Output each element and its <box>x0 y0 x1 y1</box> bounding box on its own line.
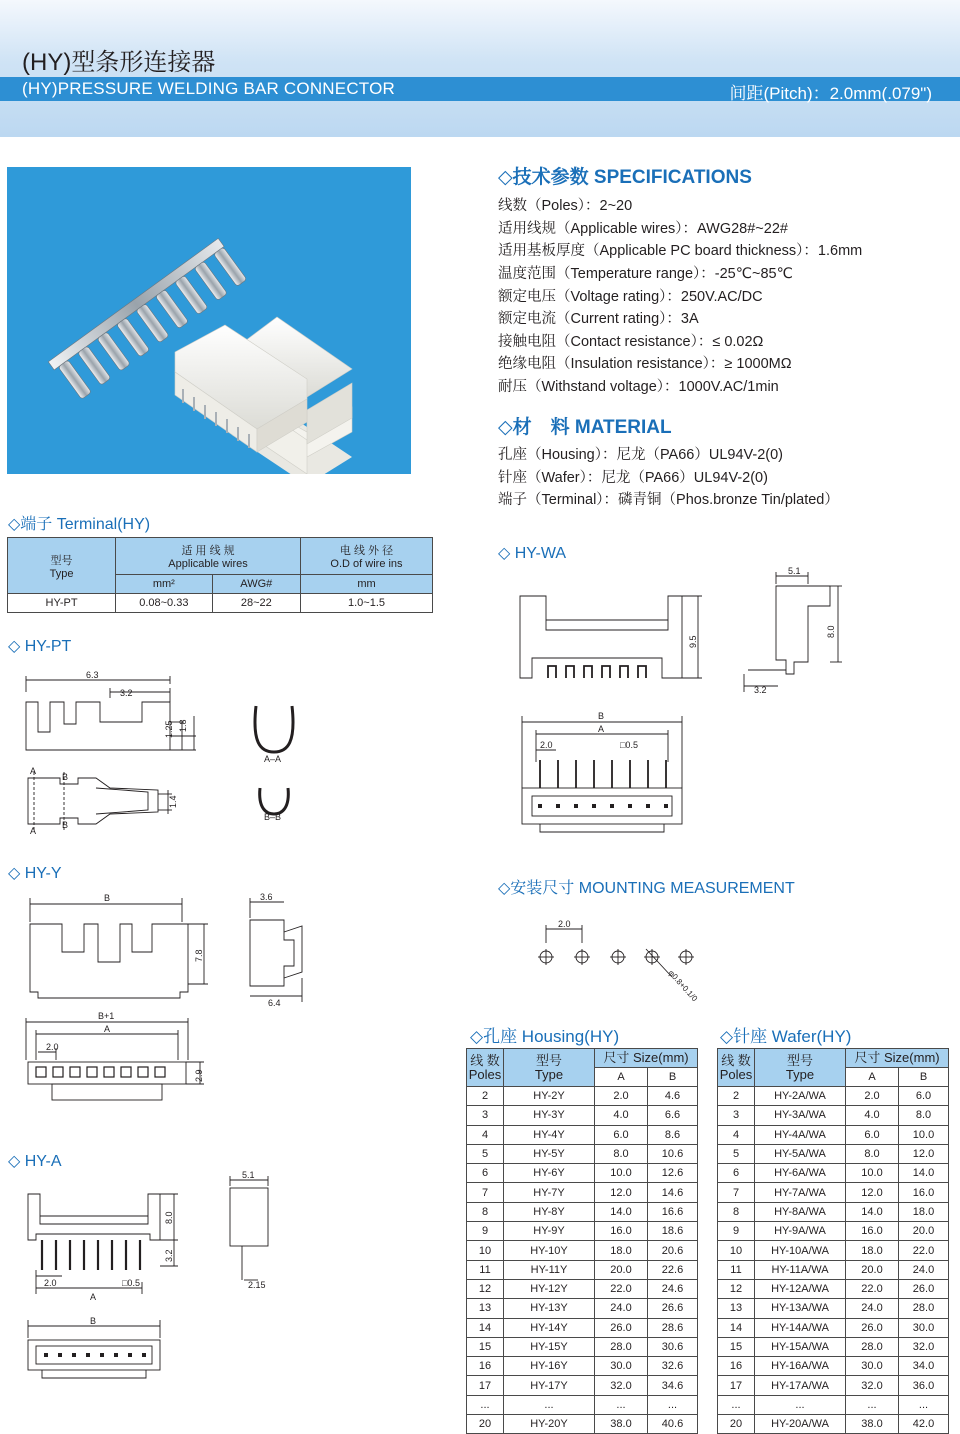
spec-line: 适用线规（Applicable wires）：AWG28#~22# <box>498 221 788 237</box>
section-mark-a: A <box>30 826 37 836</box>
table-cell: ... <box>648 1395 698 1414</box>
table-cell: 3 <box>467 1106 504 1125</box>
page-title-cn: (HY)型条形连接器 <box>22 49 216 76</box>
table-cell: 12.0 <box>899 1144 949 1163</box>
spec-line: 适用基板厚度（Applicable PC board thickness）：1.6mm <box>498 243 863 259</box>
sub-header: AWG# <box>212 575 300 594</box>
spec-line: 温度范围（Temperature range）：-25℃~85℃ <box>498 266 793 282</box>
table-cell: 32.0 <box>899 1337 949 1356</box>
table-cell: 18.6 <box>648 1222 698 1241</box>
table-row <box>718 1222 949 1241</box>
section-label: A–A <box>264 754 282 764</box>
dim-label: 8.0 <box>164 1211 174 1224</box>
table-cell: 20 <box>467 1415 504 1434</box>
section-mark-a: A <box>30 766 37 776</box>
table-cell: 17 <box>467 1376 504 1395</box>
header-cn: 型号 <box>50 554 73 567</box>
dim-label: 6.4 <box>268 998 281 1008</box>
table-row <box>467 1087 698 1106</box>
table-cell: 8 <box>467 1202 504 1221</box>
header-en: Type <box>534 1066 564 1082</box>
table-cell: 12 <box>467 1279 504 1298</box>
page-header <box>0 0 960 137</box>
dim-label: 2.0 <box>46 1042 59 1052</box>
table-cell: ... <box>467 1395 504 1414</box>
table-row <box>467 1279 698 1298</box>
table-cell: HY-10A/WA <box>755 1241 846 1260</box>
table-cell: 30.0 <box>595 1357 648 1376</box>
dim-label: B <box>90 1316 97 1326</box>
terminal-title: ◇端子 Terminal(HY) <box>8 516 151 533</box>
table-cell: 15 <box>718 1337 755 1356</box>
table-cell: HY-7Y <box>504 1183 595 1202</box>
header-cn: 型号 <box>535 1052 562 1068</box>
spec-line: 额定电压（Voltage rating）：250V.AC/DC <box>498 289 763 305</box>
table-cell: 24.6 <box>648 1279 698 1298</box>
table-cell: 10.0 <box>899 1125 949 1144</box>
table-cell: 8 <box>718 1202 755 1221</box>
table-row <box>467 1337 698 1356</box>
header-cn: 型号 <box>786 1052 813 1068</box>
hy-wa-drawing <box>512 566 852 836</box>
table-cell: 10 <box>467 1241 504 1260</box>
table-cell: 30.0 <box>899 1318 949 1337</box>
material-title: ◇材 料 MATERIAL <box>498 417 672 438</box>
table-cell: HY-9A/WA <box>755 1222 846 1241</box>
header-poles <box>718 1049 755 1087</box>
dim-label: 9.5 <box>688 635 698 648</box>
table-cell: 17 <box>718 1376 755 1395</box>
pitch-label: 间距(Pitch)：2.0mm(.079") <box>729 84 932 103</box>
dim-label: 3.2 <box>754 685 767 695</box>
table-cell: 28~22 <box>212 594 300 613</box>
terminal-head-od <box>300 538 432 575</box>
table-row <box>718 1279 949 1298</box>
header-cn: 线 数 <box>721 1052 751 1068</box>
hy-a-label: ◇ HY-A <box>8 1153 62 1170</box>
table-cell: 16.0 <box>846 1222 899 1241</box>
table-row <box>467 1202 698 1221</box>
table-cell: 24.0 <box>899 1260 949 1279</box>
sub-header-b: B <box>899 1068 949 1087</box>
table-row <box>467 1376 698 1395</box>
table-cell: HY-4A/WA <box>755 1125 846 1144</box>
header-type <box>755 1049 846 1087</box>
table-cell: 10.0 <box>595 1164 648 1183</box>
table-row <box>718 1241 949 1260</box>
table-cell: 30.6 <box>648 1337 698 1356</box>
terminal-head-type <box>8 538 116 594</box>
table-row <box>467 1260 698 1279</box>
table-row <box>467 1183 698 1202</box>
table-cell: 8.0 <box>595 1144 648 1163</box>
table-row <box>467 1357 698 1376</box>
table-cell: HY-20A/WA <box>755 1415 846 1434</box>
table-cell: HY-10Y <box>504 1241 595 1260</box>
table-cell: 12.0 <box>846 1183 899 1202</box>
material-line: 端子（Terminal）：磷青铜（Phos.bronze Tin/plated） <box>498 492 839 508</box>
table-cell: 8.0 <box>846 1144 899 1163</box>
dim-label: 1.8 <box>178 719 188 732</box>
table-row <box>467 1144 698 1163</box>
dim-label: B+1 <box>98 1011 115 1021</box>
table-cell: 12.0 <box>595 1183 648 1202</box>
dim-label: 2.15 <box>248 1280 266 1290</box>
table-row <box>718 1183 949 1202</box>
table-row <box>718 1318 949 1337</box>
table-cell: 14 <box>718 1318 755 1337</box>
table-row <box>467 1415 698 1434</box>
spec-line: 线数（Poles）：2~20 <box>498 198 633 214</box>
table-cell: 12.6 <box>648 1164 698 1183</box>
table-cell: 16.6 <box>648 1202 698 1221</box>
table-cell: 34.6 <box>648 1376 698 1395</box>
dim-label: □0.5 <box>620 740 638 750</box>
table-cell: 22.0 <box>899 1241 949 1260</box>
product-photo <box>7 167 411 474</box>
section-label: B–B <box>264 812 282 822</box>
spec-line: 耐压（Withstand voltage）：1000V.AC/1min <box>498 379 779 395</box>
wafer-title: ◇针座 Wafer(HY) <box>720 1027 852 1046</box>
header-type <box>504 1049 595 1087</box>
table-cell: 11 <box>718 1260 755 1279</box>
hy-y-drawing <box>22 892 322 1124</box>
header-cn: 适 用 线 规 <box>181 545 235 557</box>
table-cell: 32.0 <box>595 1376 648 1395</box>
table-cell: 13 <box>718 1299 755 1318</box>
table-cell: HY-2A/WA <box>755 1087 846 1106</box>
header-size: 尺寸 Size(mm) <box>595 1049 698 1068</box>
header-size: 尺寸 Size(mm) <box>846 1049 949 1068</box>
table-cell: 9 <box>718 1222 755 1241</box>
table-cell: 14.0 <box>899 1164 949 1183</box>
sub-header-a: A <box>595 1068 648 1087</box>
table-cell: 28.6 <box>648 1318 698 1337</box>
table-cell: 0.08~0.33 <box>116 594 213 613</box>
table-cell: 16.0 <box>899 1183 949 1202</box>
table-row <box>718 1260 949 1279</box>
table-cell: HY-5A/WA <box>755 1144 846 1163</box>
dim-label: 3.2 <box>164 1249 174 1262</box>
dim-label: 5.1 <box>242 1170 255 1180</box>
table-row <box>718 1144 949 1163</box>
dim-label: 5.1 <box>788 566 801 576</box>
table-cell: 10.6 <box>648 1144 698 1163</box>
table-row <box>718 1415 949 1434</box>
table-row <box>467 1241 698 1260</box>
table-cell: 28.0 <box>899 1299 949 1318</box>
table-cell: ... <box>755 1395 846 1414</box>
table-cell: 18.0 <box>846 1241 899 1260</box>
dim-label: 7.8 <box>194 949 204 962</box>
header-poles <box>467 1049 504 1087</box>
table-cell: HY-3Y <box>504 1106 595 1125</box>
table-cell: HY-15Y <box>504 1337 595 1356</box>
table-cell: 32.6 <box>648 1357 698 1376</box>
dim-label: A <box>104 1024 111 1034</box>
dim-label: 2.9 <box>194 1069 204 1082</box>
table-cell: 14.0 <box>846 1202 899 1221</box>
table-cell: 26.0 <box>595 1318 648 1337</box>
table-cell: 5 <box>718 1144 755 1163</box>
table-cell: HY-13A/WA <box>755 1299 846 1318</box>
section-mark-b: B <box>62 820 69 830</box>
sub-header-a: A <box>846 1068 899 1087</box>
hy-pt-label: ◇ HY-PT <box>8 638 72 655</box>
table-cell: 8.0 <box>899 1106 949 1125</box>
wafer-table <box>717 1048 949 1434</box>
table-cell: HY-16Y <box>504 1357 595 1376</box>
table-row <box>718 1337 949 1356</box>
dim-label: A <box>598 724 605 734</box>
table-row <box>467 1106 698 1125</box>
table-cell: ... <box>504 1395 595 1414</box>
table-cell: 22.6 <box>648 1260 698 1279</box>
table-cell: 40.6 <box>648 1415 698 1434</box>
hy-pt-drawing <box>20 672 310 842</box>
housing-title: ◇孔座 Housing(HY) <box>470 1027 620 1046</box>
table-row <box>718 1395 949 1414</box>
table-cell: 34.0 <box>899 1357 949 1376</box>
header-en: Poles <box>719 1066 753 1082</box>
spec-line: 额定电流（Current rating）：3A <box>498 311 699 327</box>
table-cell: 6.6 <box>648 1106 698 1125</box>
dim-label: A <box>90 1292 97 1302</box>
table-cell: 2 <box>467 1087 504 1106</box>
table-cell: 4.0 <box>846 1106 899 1125</box>
table-cell: 6.0 <box>899 1087 949 1106</box>
spec-line: 绝缘电阻（Insulation resistance）：≥ 1000MΩ <box>498 356 792 372</box>
header-cn: 线 数 <box>470 1052 500 1068</box>
table-cell: 20.0 <box>846 1260 899 1279</box>
table-cell: HY-15A/WA <box>755 1337 846 1356</box>
table-cell: 4 <box>718 1125 755 1144</box>
table-row <box>718 1202 949 1221</box>
table-cell: 38.0 <box>846 1415 899 1434</box>
table-cell: HY-13Y <box>504 1299 595 1318</box>
table-cell: 10 <box>718 1241 755 1260</box>
table-cell: 6 <box>467 1164 504 1183</box>
specifications-title: ◇技术参数 SPECIFICATIONS <box>498 167 752 188</box>
table-cell: 1.0~1.5 <box>300 594 432 613</box>
dim-label: 3.2 <box>120 688 133 698</box>
table-cell: 30.0 <box>846 1357 899 1376</box>
table-cell: 26.6 <box>648 1299 698 1318</box>
table-cell: 16 <box>718 1357 755 1376</box>
table-cell: 6 <box>718 1164 755 1183</box>
connector-photo-illustration <box>7 167 411 474</box>
sub-header: mm <box>300 575 432 594</box>
table-cell: 24.0 <box>595 1299 648 1318</box>
table-cell: 22.0 <box>846 1279 899 1298</box>
dim-label: 1.4 <box>168 795 178 808</box>
table-cell: ... <box>899 1395 949 1414</box>
table-row <box>718 1376 949 1395</box>
table-cell: HY-17Y <box>504 1376 595 1395</box>
table-cell: 20.0 <box>899 1222 949 1241</box>
table-row <box>467 1299 698 1318</box>
hy-a-drawing <box>22 1170 302 1410</box>
table-row <box>718 1164 949 1183</box>
table-cell: 10.0 <box>846 1164 899 1183</box>
table-cell: 13 <box>467 1299 504 1318</box>
dim-label: B <box>104 893 111 903</box>
table-cell: 14.6 <box>648 1183 698 1202</box>
table-cell: HY-20Y <box>504 1415 595 1434</box>
table-cell: HY-11Y <box>504 1260 595 1279</box>
table-cell: ... <box>595 1395 648 1414</box>
dim-label: 2.0 <box>540 740 553 750</box>
table-cell: HY-4Y <box>504 1125 595 1144</box>
table-cell: 6.0 <box>595 1125 648 1144</box>
table-cell: 5 <box>467 1144 504 1163</box>
table-row <box>718 1087 949 1106</box>
table-cell: 15 <box>467 1337 504 1356</box>
table-cell: HY-6A/WA <box>755 1164 846 1183</box>
housing-table <box>466 1048 698 1434</box>
dim-label: B <box>598 711 605 721</box>
table-cell: 16 <box>467 1357 504 1376</box>
table-cell: 4.6 <box>648 1087 698 1106</box>
mounting-label: ◇安装尺寸 MOUNTING MEASUREMENT <box>498 880 795 897</box>
table-cell: HY-12A/WA <box>755 1279 846 1298</box>
material-line: 孔座（Housing）：尼龙（PA66）UL94V-2(0) <box>498 447 783 463</box>
table-cell: 6.0 <box>846 1125 899 1144</box>
header-en: Applicable wires <box>168 558 248 570</box>
table-cell: 22.0 <box>595 1279 648 1298</box>
header-en: O.D of wire ins <box>330 558 403 570</box>
table-cell: 38.0 <box>595 1415 648 1434</box>
table-cell: 11 <box>467 1260 504 1279</box>
table-cell: 28.0 <box>595 1337 648 1356</box>
table-cell: 4.0 <box>595 1106 648 1125</box>
table-cell: 14.0 <box>595 1202 648 1221</box>
table-cell: ... <box>846 1395 899 1414</box>
table-cell: 8.6 <box>648 1125 698 1144</box>
dim-label: □0.5 <box>122 1278 140 1288</box>
spec-line: 接触电阻（Contact resistance）：≤ 0.02Ω <box>498 334 764 350</box>
table-cell: HY-8Y <box>504 1202 595 1221</box>
table-cell: HY-9Y <box>504 1222 595 1241</box>
table-cell: 7 <box>718 1183 755 1202</box>
terminal-table <box>7 537 433 613</box>
table-cell: 14 <box>467 1318 504 1337</box>
table-row <box>467 1164 698 1183</box>
dim-label: 6.3 <box>86 670 99 680</box>
table-cell: 20.0 <box>595 1260 648 1279</box>
hy-y-label: ◇ HY-Y <box>8 865 62 882</box>
dim-label: 8.0 <box>826 625 836 638</box>
table-cell: HY-2Y <box>504 1087 595 1106</box>
terminal-head-wires <box>116 538 301 575</box>
table-row <box>467 1318 698 1337</box>
dim-label: 2.0 <box>44 1278 57 1288</box>
table-cell: 2 <box>718 1087 755 1106</box>
table-cell: HY-7A/WA <box>755 1183 846 1202</box>
sub-header: mm² <box>116 575 213 594</box>
table-cell: 36.0 <box>899 1376 949 1395</box>
table-cell: HY-8A/WA <box>755 1202 846 1221</box>
table-cell: 28.0 <box>846 1337 899 1356</box>
table-cell: 3 <box>718 1106 755 1125</box>
table-cell: 2.0 <box>595 1087 648 1106</box>
table-cell: 9 <box>467 1222 504 1241</box>
table-cell: 20 <box>718 1415 755 1434</box>
table-cell: 2.0 <box>846 1087 899 1106</box>
table-cell: 18.0 <box>899 1202 949 1221</box>
mounting-drawing <box>530 915 720 1004</box>
table-cell: ... <box>718 1395 755 1414</box>
dim-label: 3.6 <box>260 892 273 902</box>
header-en: Type <box>785 1066 815 1082</box>
table-row <box>467 1125 698 1144</box>
table-cell: HY-16A/WA <box>755 1357 846 1376</box>
section-mark-b: B <box>62 772 69 782</box>
header-en: Type <box>49 567 74 580</box>
table-cell: HY-3A/WA <box>755 1106 846 1125</box>
table-cell: HY-17A/WA <box>755 1376 846 1395</box>
table-row <box>467 1222 698 1241</box>
table-cell: 24.0 <box>846 1299 899 1318</box>
header-cn: 电 线 外 径 <box>339 545 394 557</box>
table-cell: HY-PT <box>8 594 116 613</box>
table-row <box>718 1357 949 1376</box>
table-row <box>718 1125 949 1144</box>
dim-label: 2.0 <box>558 919 571 929</box>
dim-label: 1.25 <box>164 720 174 738</box>
hy-wa-label: ◇ HY-WA <box>498 545 567 562</box>
table-cell: HY-14A/WA <box>755 1318 846 1337</box>
table-cell: HY-5Y <box>504 1144 595 1163</box>
table-cell: 4 <box>467 1125 504 1144</box>
sub-header-b: B <box>648 1068 698 1087</box>
table-row <box>467 1395 698 1414</box>
table-row <box>718 1106 949 1125</box>
header-en: Poles <box>468 1066 502 1082</box>
table-cell: 16.0 <box>595 1222 648 1241</box>
table-row <box>718 1299 949 1318</box>
table-cell: 7 <box>467 1183 504 1202</box>
table-cell: 20.6 <box>648 1241 698 1260</box>
dim-label: φ0.8+0.1/0 <box>666 968 700 1004</box>
table-cell: HY-6Y <box>504 1164 595 1183</box>
table-cell: 26.0 <box>846 1318 899 1337</box>
table-cell: 42.0 <box>899 1415 949 1434</box>
table-cell: HY-14Y <box>504 1318 595 1337</box>
page-title-en: (HY)PRESSURE WELDING BAR CONNECTOR <box>22 79 395 98</box>
table-cell: 26.0 <box>899 1279 949 1298</box>
table-cell: 18.0 <box>595 1241 648 1260</box>
material-line: 针座（Wafer）：尼龙（PA66）UL94V-2(0) <box>498 470 768 486</box>
table-cell: HY-11A/WA <box>755 1260 846 1279</box>
table-cell: HY-12Y <box>504 1279 595 1298</box>
table-cell: 32.0 <box>846 1376 899 1395</box>
table-cell: 12 <box>718 1279 755 1298</box>
